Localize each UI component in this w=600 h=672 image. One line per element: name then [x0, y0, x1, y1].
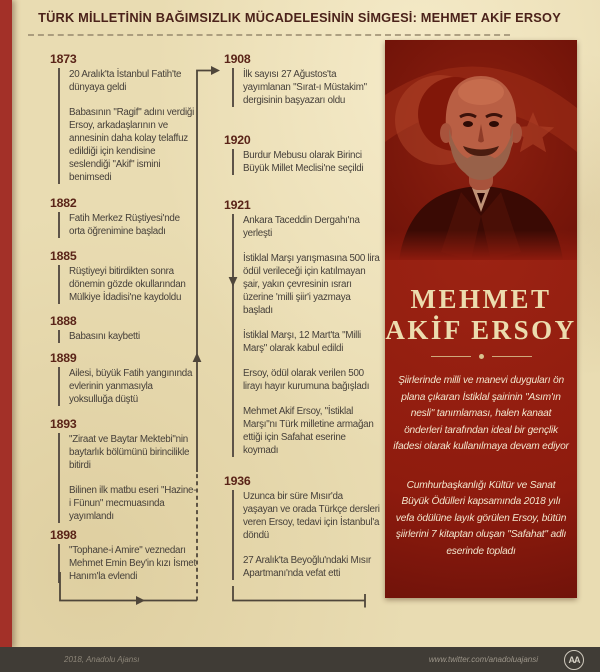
timeline-entry-1888	[50, 314, 198, 343]
footer-bar	[0, 647, 600, 672]
timeline-entry-1898	[50, 528, 198, 583]
arrow-right-icon	[136, 596, 145, 605]
bio-paragraph-2: Cumhurbaşkanlığı Kültür ve Sanat Büyük Ödülleri kapsamında 2018 yılı vefa ödülüne layık görülen Ersoy, bütün şiirlerini 7 kitaptan oluşan "Safahat" adlı eserinde topladı	[395, 479, 567, 557]
timeline-text: İstiklal Marşı, 12 Mart'ta "Milli Marş" olarak kabul edildi	[243, 330, 361, 354]
arrow-right-icon	[211, 66, 220, 75]
bio-paragraph-1: Şiirlerinde milli ve manevi duyguları ön plana çıkaran İstiklal şairinin "Asım'ın nesli" tanımlaması, halen kanaat önderleri tarafından ideal bir gençlik ifadesi olarak kullanılmaya devam ediyor	[393, 375, 569, 452]
timeline-text: Babasını kaybetti	[69, 331, 140, 342]
timeline-text: Ailesi, büyük Fatih yangınında evlerinin yanmasıyla yoksulluğa düştü	[69, 368, 193, 405]
timeline-text: "Tophane-i Amire" veznedarı Mehmet Emin Bey'in kızı İsmet Hanım'la evlendi	[69, 545, 196, 582]
year-label: 1936	[224, 474, 251, 488]
year-label: 1889	[50, 351, 77, 365]
timeline-text: Rüştiyeyi bitirdikten sonra dönemin gözde okullarından Mülkiye İdadisi'ne kaydoldu	[69, 266, 186, 303]
poet-name-line2: AKİF ERSOY	[385, 315, 577, 345]
year-label: 1921	[224, 198, 251, 212]
timeline-text: Bilinen ilk matbu eseri "Hazine-i Fünun" mecmuasında yayımlandı	[69, 485, 197, 522]
year-label: 1893	[50, 417, 77, 431]
bio-panel	[385, 40, 577, 598]
timeline-text: Babasının "Ragif" adını verdiği Ersoy, arkadaşlarının ve annesinin daha kolay telaffuz edildiği için kendisine seslendiği "Akif" ismini benimsedi	[69, 107, 195, 183]
left-accent-strip	[0, 0, 12, 648]
timeline-entry-1936	[224, 474, 380, 580]
connector-vertical-solid	[197, 71, 211, 473]
poet-name-line1: MEHMET	[410, 284, 552, 314]
timeline-text: Ersoy, ödül olarak verilen 500 lirayı hayır kurumuna bağışladı	[243, 368, 370, 392]
timeline-text: Mehmet Akif Ersoy, "İstiklal Marşı"nı Türk milletine armağan ettiği için Safahat eserine koymadı	[243, 406, 374, 456]
year-label: 1898	[50, 528, 77, 542]
timeline-entry-1920	[224, 133, 380, 175]
portrait-photo	[385, 40, 577, 260]
aa-logo-icon: AA	[564, 650, 584, 670]
year-label: 1885	[50, 249, 77, 263]
copyright-credit: 2018, Anadolu Ajansı	[64, 655, 140, 664]
timeline-entry-1921	[224, 198, 380, 457]
year-label: 1888	[50, 314, 77, 328]
twitter-handle: www.twitter.com/anadoluajansi	[428, 655, 538, 664]
timeline-entry-1893	[50, 417, 198, 523]
year-label: 1920	[224, 133, 251, 147]
timeline-entry-1885	[50, 249, 198, 304]
page-title: TÜRK MİLLETİNİN BAĞIMSIZLIK MÜCADELESİNİN SİMGESİ: MEHMET AKİF ERSOY	[38, 10, 561, 25]
timeline-entry-1889	[50, 351, 198, 406]
connector-bottom-right	[233, 586, 365, 601]
year-label: 1882	[50, 196, 77, 210]
divider-dot-icon	[479, 354, 484, 359]
poet-name	[385, 284, 577, 346]
timeline-entry-1873	[50, 52, 198, 184]
timeline-entry-1908	[224, 52, 380, 107]
timeline-text: Uzunca bir süre Mısır'da yaşayan ve orada Türkçe dersleri veren Ersoy, tedavi için İstanbul'a döndü	[243, 491, 380, 541]
timeline-text: 27 Aralık'ta Beyoğlu'ndaki Mısır Apartmanı'nda vefat etti	[243, 555, 372, 579]
eye	[489, 121, 499, 127]
eye	[463, 121, 473, 127]
timeline-entry-1882	[50, 196, 198, 238]
timeline-text: İstiklal Marşı yarışmasına 500 lira ödül verileceği için katılmayan şair, yakın çevresinin ısrarı üzerine 'milli şiir'i yazmaya başladı	[243, 253, 380, 316]
timeline-text: Burdur Mebusu olarak Birinci Büyük Millet Meclisi'ne seçildi	[243, 150, 364, 174]
ornament-divider	[385, 354, 577, 359]
timeline-text: Fatih Merkez Rüştiyesi'nde orta öğrenimine başladı	[69, 213, 180, 237]
year-label: 1873	[50, 52, 77, 66]
timeline-text: "Ziraat ve Baytar Mektebi"nin baytarlık bölümünü birincilikle bitirdi	[69, 434, 190, 471]
timeline-text: İlk sayısı 27 Ağustos'ta yayımlanan "Sırat-ı Müstakim" dergisinin başyazarı oldu	[243, 69, 367, 106]
year-label: 1908	[224, 52, 251, 66]
title-divider	[28, 34, 510, 36]
timeline-text: Ankara Taceddin Dergahı'na yerleşti	[243, 215, 360, 239]
timeline-text: 20 Aralık'ta İstanbul Fatih'te dünyaya geldi	[69, 69, 182, 93]
